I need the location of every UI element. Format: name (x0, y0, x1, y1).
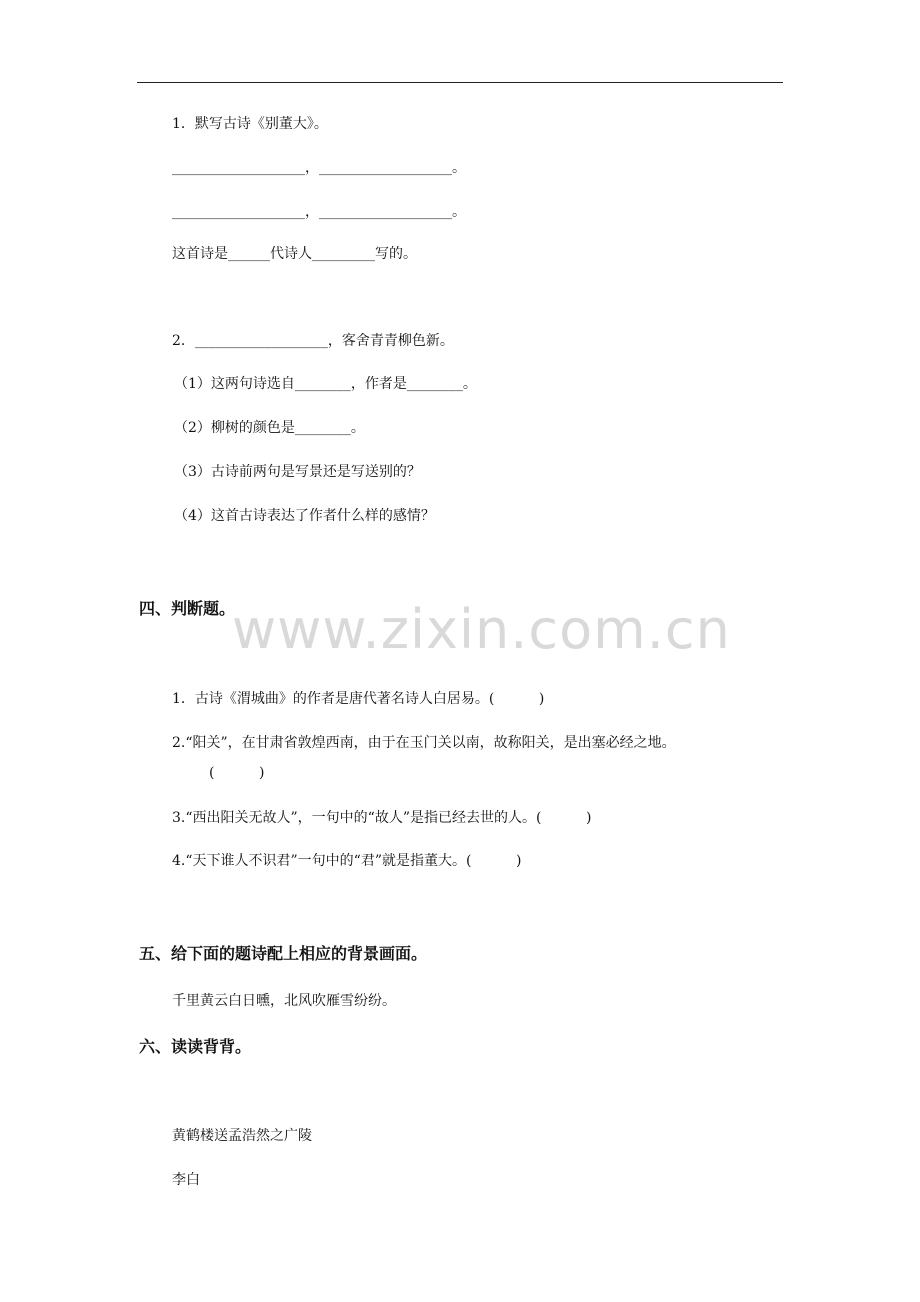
q2-sub-4: （4）这首古诗表达了作者什么样的感情？ (174, 508, 435, 524)
q2-sub-1: （1）这两句诗选自________，作者是________。 (174, 376, 477, 392)
judge-item-2: 2.“阳关”，在甘肃省敦煌西南，由于在玉门关以南，故称阳关，是出塞必经之地。 (172, 735, 676, 751)
q2-sub-2: （2）柳树的颜色是________。 (174, 420, 365, 436)
q1-blank-line-2: ___________________，___________________。 (172, 204, 466, 220)
q1-blank-line-1: ___________________，___________________。 (172, 160, 466, 176)
q1-prompt: 1．默写古诗《别董大》。 (172, 116, 328, 132)
q1-dynasty-line: 这首诗是______代诗人_________写的。 (172, 246, 417, 262)
poem-author: 李白 (172, 1172, 200, 1188)
watermark: www.zixin.com.cn (232, 598, 731, 661)
judge-item-4: 4.“天下谁人不识君”一句中的“君”就是指董大。( ) (172, 853, 522, 869)
section4-heading: 四、判断题。 (139, 599, 236, 618)
judge-item-1: 1．古诗《渭城曲》的作者是唐代著名诗人白居易。( ) (172, 691, 545, 707)
header-rule (137, 82, 783, 83)
judge-item-2-bracket: ( ) (209, 765, 265, 781)
section5-heading: 五、给下面的题诗配上相应的背景画面。 (139, 944, 428, 963)
judge-item-3: 3.“西出阳关无故人”，一句中的“故人”是指已经去世的人。( ) (172, 810, 592, 826)
section6-heading: 六、读读背背。 (139, 1037, 252, 1056)
q2-prompt: 2．___________________，客舍青青柳色新。 (172, 333, 454, 349)
q2-sub-3: （3）古诗前两句是写景还是写送别的？ (174, 464, 421, 480)
poem-title: 黄鹤楼送孟浩然之广陵 (172, 1128, 312, 1144)
section5-poem-line: 千里黄云白日曛，北风吹雁雪纷纷。 (172, 993, 396, 1009)
